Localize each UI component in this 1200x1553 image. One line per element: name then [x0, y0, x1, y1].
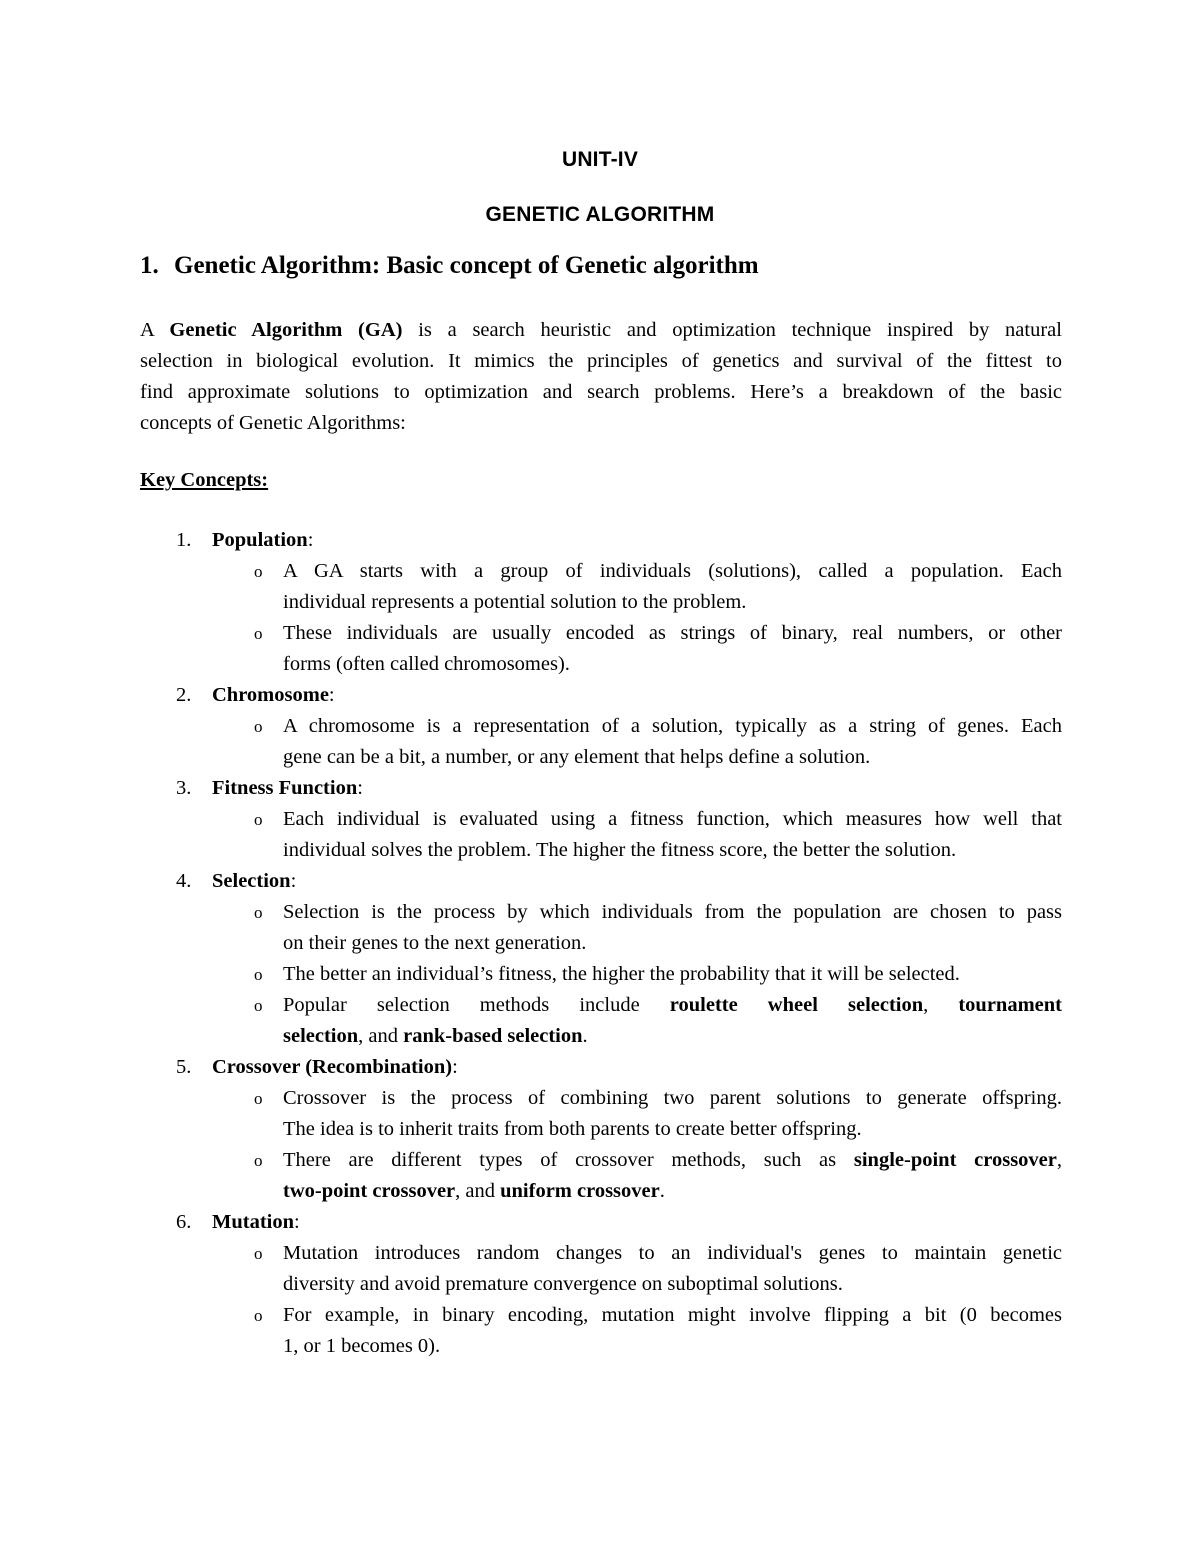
bullet-line: 1, or 1 becomes 0). [283, 1335, 441, 1357]
concept-number: 4. [176, 870, 192, 892]
bullet-line: gene can be a bit, a number, or any element that helps define a solution. [283, 746, 871, 768]
bullet-circle-icon: o [254, 1151, 263, 1170]
bullet-circle-icon: o [254, 1089, 263, 1108]
bullet-circle-icon: o [254, 1306, 263, 1325]
bullet-line: Selection is the process by which individuals from the population are chosen to pass [283, 901, 1062, 923]
bullet-bold-term: rank-based selection [403, 1025, 583, 1047]
bullet-bold-term: single-point crossover [853, 1149, 1057, 1171]
concept-title [212, 773, 1062, 804]
bullet-bold-term: selection [283, 1025, 359, 1047]
concept-item [140, 773, 1062, 866]
bullet-line: on their genes to the next generation. [283, 932, 587, 954]
bullet-item [212, 1238, 1062, 1300]
bullet-bold-term: roulette wheel selection [669, 994, 924, 1016]
bullet-line [283, 1176, 1062, 1207]
concept-colon: : [307, 529, 314, 551]
concept-colon: : [452, 1056, 458, 1078]
concept-number: 2. [176, 684, 192, 706]
concept-title-text: Crossover (Recombination) [212, 1056, 453, 1078]
bullet-item [212, 1145, 1062, 1207]
concept-title [212, 1207, 1062, 1238]
bullet-bold-term: two-point crossover [283, 1180, 456, 1202]
bullet-line: individual solves the problem. The higher the fitness score, the better the solution. [283, 839, 957, 861]
bullet-line: These individuals are usually encoded as strings of binary, real numbers, or other [283, 622, 1062, 644]
intro-line: concepts of Genetic Algorithms: [140, 412, 406, 434]
bullet-text: , and [455, 1180, 501, 1202]
intro-line: selection in biological evolution. It mimics the principles of genetics and survival of the fittest to [140, 350, 1062, 372]
bullet-circle-icon: o [254, 624, 263, 643]
section-number: 1. [140, 252, 159, 279]
concept-colon: : [294, 1211, 300, 1233]
concept-title-text: Selection [212, 870, 291, 892]
bullet-item [212, 804, 1062, 866]
bullet-bold-term: tournament [958, 994, 1062, 1016]
bullet-line: diversity and avoid premature convergence on suboptimal solutions. [283, 1273, 843, 1295]
concept-title [212, 680, 1062, 711]
bullet-line [283, 1145, 1062, 1176]
section-heading [140, 252, 759, 280]
bullet-circle-icon: o [254, 810, 263, 829]
bullet-line: individual represents a potential solution to the problem. [283, 591, 747, 613]
bullet-item [212, 556, 1062, 618]
intro-text: A [140, 319, 170, 341]
concept-number: 5. [176, 1056, 192, 1078]
intro-paragraph [140, 315, 1062, 439]
bullet-line [283, 1021, 1062, 1052]
document-title: GENETIC ALGORITHM [485, 203, 715, 226]
bullet-circle-icon: o [254, 562, 263, 581]
concept-title [212, 866, 1062, 897]
bullet-text: . [582, 1025, 588, 1047]
bullet-line: Crossover is the process of combining two parent solutions to generate offspring. [283, 1087, 1062, 1109]
bullet-text: , [1056, 1149, 1062, 1171]
intro-text: is a search heuristic and optimization technique inspired by natural [402, 319, 1062, 341]
intro-line: find approximate solutions to optimization and search problems. Here’s a breakdown of the basic [140, 381, 1062, 403]
bullet-item [212, 897, 1062, 959]
intro-bold-term: Genetic Algorithm (GA) [169, 319, 403, 341]
concept-number: 3. [176, 777, 192, 799]
bullet-item [212, 1083, 1062, 1145]
bullet-item [212, 711, 1062, 773]
concept-number: 6. [176, 1211, 192, 1233]
key-concepts-heading: Key Concepts: [140, 469, 269, 491]
intro-line [140, 315, 1062, 346]
concept-title-text: Mutation [212, 1211, 294, 1233]
bullet-circle-icon: o [254, 903, 263, 922]
bullet-line: A GA starts with a group of individuals (solutions), called a population. Each [283, 560, 1062, 582]
concept-colon: : [290, 870, 297, 892]
concept-colon: : [328, 684, 335, 706]
bullet-circle-icon: o [254, 965, 263, 984]
concept-item [140, 680, 1062, 773]
bullet-circle-icon: o [254, 1244, 263, 1263]
concepts-list [140, 525, 1062, 1362]
bullet-item [212, 990, 1062, 1052]
unit-title: UNIT-IV [561, 148, 639, 171]
concept-title [212, 1052, 1062, 1083]
bullet-text: , and [358, 1025, 404, 1047]
concept-title-text: Chromosome [212, 684, 329, 706]
bullet-line: Mutation introduces random changes to an individual's genes to maintain genetic [283, 1242, 1062, 1264]
bullet-text: , [923, 994, 959, 1016]
bullet-line: For example, in binary encoding, mutation might involve flipping a bit (0 becomes [283, 1304, 1062, 1326]
concept-title-text: Population [212, 529, 308, 551]
concept-title-text: Fitness Function [212, 777, 358, 799]
bullet-circle-icon: o [254, 996, 263, 1015]
bullet-bold-term: uniform crossover [500, 1180, 660, 1202]
bullet-text: There are different types of crossover methods, such as [283, 1149, 854, 1171]
concept-number: 1. [176, 529, 192, 551]
bullet-line: A chromosome is a representation of a solution, typically as a string of genes. Each [283, 715, 1062, 737]
bullet-item [212, 1300, 1062, 1362]
bullet-text: Popular selection methods include [283, 994, 670, 1016]
bullet-line [283, 990, 1062, 1021]
concept-item [140, 525, 1062, 680]
bullet-line: The idea is to inherit traits from both parents to create better offspring. [283, 1118, 862, 1140]
concept-item [140, 866, 1062, 1052]
concept-colon: : [357, 777, 363, 799]
section-heading-text: Genetic Algorithm: Basic concept of Genetic algorithm [174, 252, 759, 279]
bullet-item [212, 959, 1062, 990]
bullet-line: Each individual is evaluated using a fitness function, which measures how well that [283, 808, 1062, 830]
concept-item [140, 1052, 1062, 1207]
concept-title [212, 525, 1062, 556]
bullet-text: . [659, 1180, 665, 1202]
concept-item [140, 1207, 1062, 1362]
bullet-line: The better an individual’s fitness, the higher the probability that it will be selected. [283, 963, 960, 985]
bullet-item [212, 618, 1062, 680]
bullet-circle-icon: o [254, 717, 263, 736]
bullet-line: forms (often called chromosomes). [283, 653, 570, 675]
